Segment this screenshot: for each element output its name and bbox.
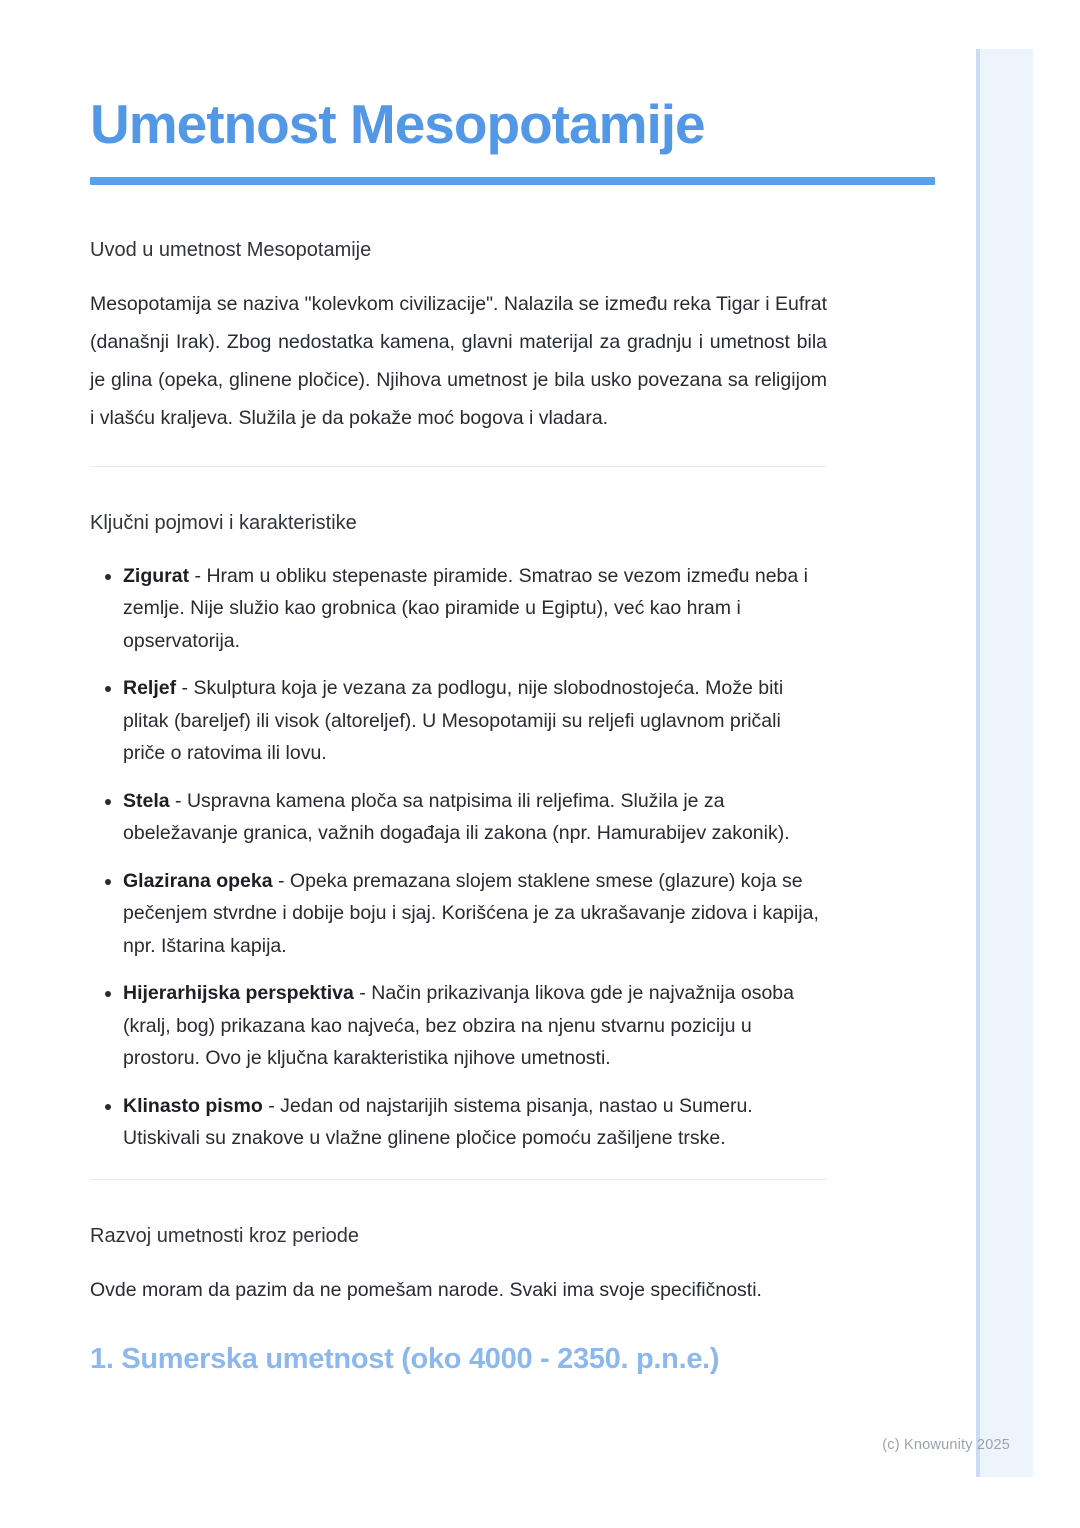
term-name: Stela xyxy=(123,789,170,812)
copyright-footer: (c) Knowunity 2025 xyxy=(882,1437,1010,1453)
list-item-klinasto-pismo xyxy=(123,1090,827,1155)
term-definition: Jedan od najstarijih sistema pisanja, nastao u Sumeru. Utiskivali su znakove u vlažne glinene pločice pomoću zašiljene trske. xyxy=(123,1094,753,1149)
term-separator: - xyxy=(353,982,372,1004)
periods-note-paragraph: Ovde moram da pazim da ne pomešam narode. Svaki ima svoje specifičnosti. xyxy=(90,1278,762,1301)
page-margin-strip xyxy=(976,49,1033,1477)
term-name: Hijerarhijska perspektiva xyxy=(123,982,354,1004)
term-name: Zigurat xyxy=(123,564,190,587)
term-name: Glazirana opeka xyxy=(123,869,273,892)
list-item-hijerarhijska-perspektiva xyxy=(123,977,827,1075)
term-separator: - xyxy=(169,789,187,812)
list-item-zigurat xyxy=(123,560,827,658)
intro-paragraph: Mesopotamija se naziva "kolevkom civilizacije". Nalazila se između reka Tigar i Eufrat (današnji Irak). Zbog nedostatka kamena, glavni materijal za gradnju i umetnost bila je glina (opeka, glinene pločice). Njihova umetnost je bila usko povezana sa religijom i vlašću kraljeva. Služila je da pokaže moć bogova i vladara. xyxy=(90,292,827,429)
list-item-reljef xyxy=(123,672,827,770)
section-divider xyxy=(90,1179,827,1180)
term-separator: - xyxy=(189,564,207,587)
term-definition: Opeka premazana slojem staklene smese (glazure) koja se pečenjem stvrdne i dobije boju i sjaj. Korišćena je za ukrašavanje zidova i kapija, npr. Ištarina kapija. xyxy=(123,869,819,957)
section-label-periods: Razvoj umetnosti kroz periode xyxy=(90,1224,360,1247)
section-divider xyxy=(90,466,827,467)
term-name: Reljef xyxy=(123,677,177,699)
title-underline-rule xyxy=(90,177,935,185)
term-definition: Skulptura koja je vezana za podlogu, nije slobodnostojeća. Može biti plitak (bareljef) ili visok (altoreljef). U Mesopotamiji su reljefi uglavnom pričali priče o ratovima ili lovu. xyxy=(123,677,784,764)
page-title: Umetnost Mesopotamije xyxy=(90,93,705,155)
section-label-key-terms: Ključni pojmovi i karakteristike xyxy=(90,511,357,534)
document-content xyxy=(90,0,827,1376)
term-definition: Uspravna kamena ploča sa natpisima ili reljefima. Služila je za obeležavanje granica, važnih događaja ili zakona (npr. Hamurabijev zakonik). xyxy=(123,789,790,844)
term-separator: - xyxy=(176,677,194,699)
section-label-intro: Uvod u umetnost Mesopotamije xyxy=(90,238,372,261)
list-item-stela xyxy=(123,785,827,850)
term-definition: Način prikazivanja likova gde je najvažnija osoba (kralj, bog) prikazana kao najveća, bez obzira na njenu stvarnu poziciju u prostoru. Ovo je ključna karakteristika njihove umetnosti. xyxy=(123,982,794,1069)
term-definition: Hram u obliku stepenaste piramide. Smatrao se vezom između neba i zemlje. Nije služio kao grobnica (kao piramide u Egiptu), već kao hram i opservatorija. xyxy=(123,564,808,652)
list-item-glazirana-opeka xyxy=(123,865,827,963)
term-separator: - xyxy=(262,1094,281,1117)
key-terms-list xyxy=(90,560,827,1155)
term-separator: - xyxy=(272,869,290,892)
term-name: Klinasto pismo xyxy=(123,1094,263,1117)
subsection-heading-sumerska-umetnost: 1. Sumerska umetnost (oko 4000 - 2350. p.n.e.) xyxy=(90,1342,720,1375)
